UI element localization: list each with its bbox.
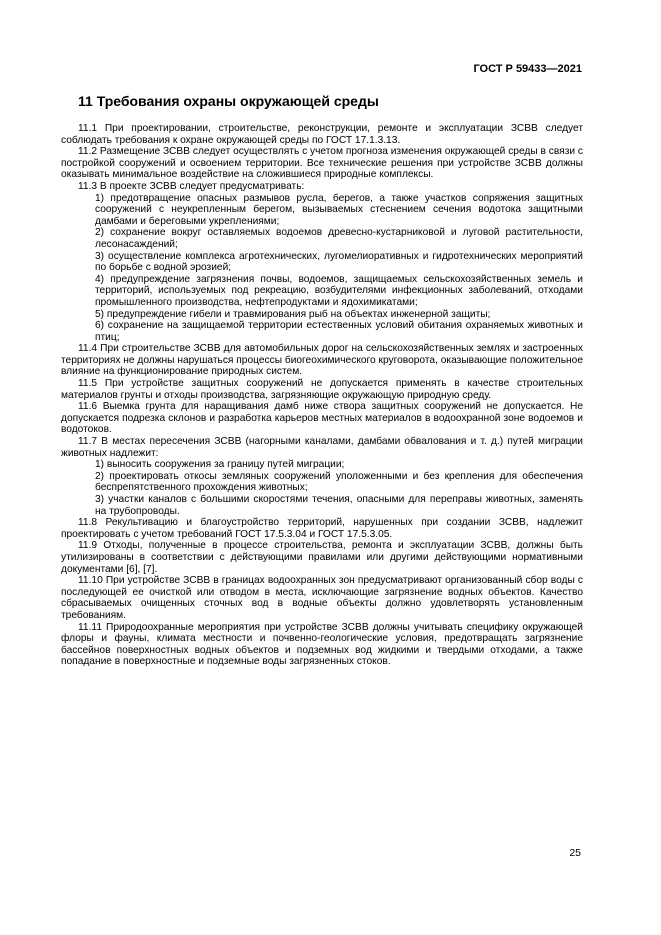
list-item: 2) проектировать откосы земляных сооружений уположенными и без крепления для обеспечения беспрепятственного прохождения животных; xyxy=(95,470,583,494)
paragraph-11-6: 11.6 Выемка грунта для наращивания дамб ниже створа защитных сооружений не допускается. Не допускается подрезка склонов и разработка карьеров местных материалов в водоохранной зоне водоемов и водотоков. xyxy=(61,401,583,436)
document-code: ГОСТ Р 59433—2021 xyxy=(473,63,582,75)
paragraph-11-4: 11.4 При строительстве ЗСВВ для автомобильных дорог на сельскохозяйственных землях и застроенных территориях не должны нарушаться процессы биогеохимического круговорота, оказывающие положительное влияние на функционирование природных систем. xyxy=(61,343,583,378)
paragraph-11-9: 11.9 Отходы, полученные в процессе строительства, ремонта и эксплуатации ЗСВВ, должны быть утилизированы в соответствии с действующими правилами или другими действующими нормативными документами [6], [7]. xyxy=(61,540,583,575)
paragraph-11-8: 11.8 Рекультивацию и благоустройство территорий, нарушенных при создании ЗСВВ, надлежит проектировать с учетом требований ГОСТ 17.5.3.04 и ГОСТ 17.5.3.05. xyxy=(61,517,583,540)
list-11-3 xyxy=(61,193,583,344)
list-item: 6) сохранение на защищаемой территории естественных условий обитания охраняемых животных и птиц; xyxy=(95,320,583,343)
list-item: 3) осуществление комплекса агротехнических, лугомелиоративных и гидротехнических мероприятий по борьбе с водной эрозией; xyxy=(95,250,583,274)
document-body xyxy=(61,123,583,668)
paragraph-11-3: 11.3 В проекте ЗСВВ следует предусматривать: xyxy=(78,180,305,192)
paragraph-11-7: 11.7 В местах пересечения ЗСВВ (нагорными каналами, дамбами обвалования и т. д.) путей миграции животных надлежит: xyxy=(61,436,583,459)
list-item: 2) сохранение вокруг оставляемых водоемов древесно-кустарниковой и луговой растительности, лесонасаждений; xyxy=(95,227,583,250)
paragraph-11-5: 11.5 При устройстве защитных сооружений не допускается применять в качестве строительных материалов грунты и отходы производства, загрязняющие окружающую природную среду. xyxy=(61,378,583,401)
paragraph-11-2: 11.2 Размещение ЗСВВ следует осуществлять с учетом прогноза изменения окружающей среды в связи с постройкой сооружений и освоением территории. Все технические решения при устройстве ЗСВВ должны оказывать минимальное воздействие на сложившиеся природные комплексы. xyxy=(61,146,583,181)
list-item: 5) предупреждение гибели и травмирования рыб на объектах инженерной защиты; xyxy=(95,308,491,320)
list-item: 3) участки каналов с большими скоростями течения, опасными для переправы животных, заменять на трубопроводы. xyxy=(95,494,583,517)
paragraph-11-11: 11.11 Природоохранные мероприятия при устройстве ЗСВВ должны учитывать специфику окружающей флоры и фауны, климата местности и почвенно-геологические условия, предотвращать загрязнение бассейнов поверхностных водных объектов и подземных вод жидкими и твердыми отходами, а также попадание в поверхностные и подземные воды загрязненных стоков. xyxy=(61,621,583,668)
page-number: 25 xyxy=(569,847,581,859)
list-item: 1) предотвращение опасных размывов русла, берегов, а также участков сопряжения защитных сооружений с неукрепленным берегом, вызываемых стеснением сечения водотока защитными дамбами и береговыми укреплениями; xyxy=(95,192,583,227)
paragraph-11-10: 11.10 При устройстве ЗСВВ в границах водоохранных зон предусматривают организованный сбор воды с последующей ее очисткой или отводом в места, исключающие загрязнение водных объектов. Качество сбрасываемых очищенных сточных вод в водные объекты должно удовлетворять установленным требованиям. xyxy=(61,575,583,621)
list-11-7 xyxy=(61,459,583,517)
list-item: 1) выносить сооружения за границу путей миграции; xyxy=(95,459,345,471)
paragraph-11-1: 11.1 При проектировании, строительстве, реконструкции, ремонте и эксплуатации ЗСВВ следует соблюдать требования к охране окружающей среды по ГОСТ 17.1.3.13. xyxy=(61,123,583,146)
list-item: 4) предупреждение загрязнения почвы, водоемов, защищаемых сельскохозяйственных земель и территорий, используемых под рекреацию, возбудителями инфекционных заболеваний, отходами промышленного производства, нефтепродуктами и ядохимикатами; xyxy=(95,273,583,308)
section-title: 11 Требования охраны окружающей среды xyxy=(78,93,379,109)
